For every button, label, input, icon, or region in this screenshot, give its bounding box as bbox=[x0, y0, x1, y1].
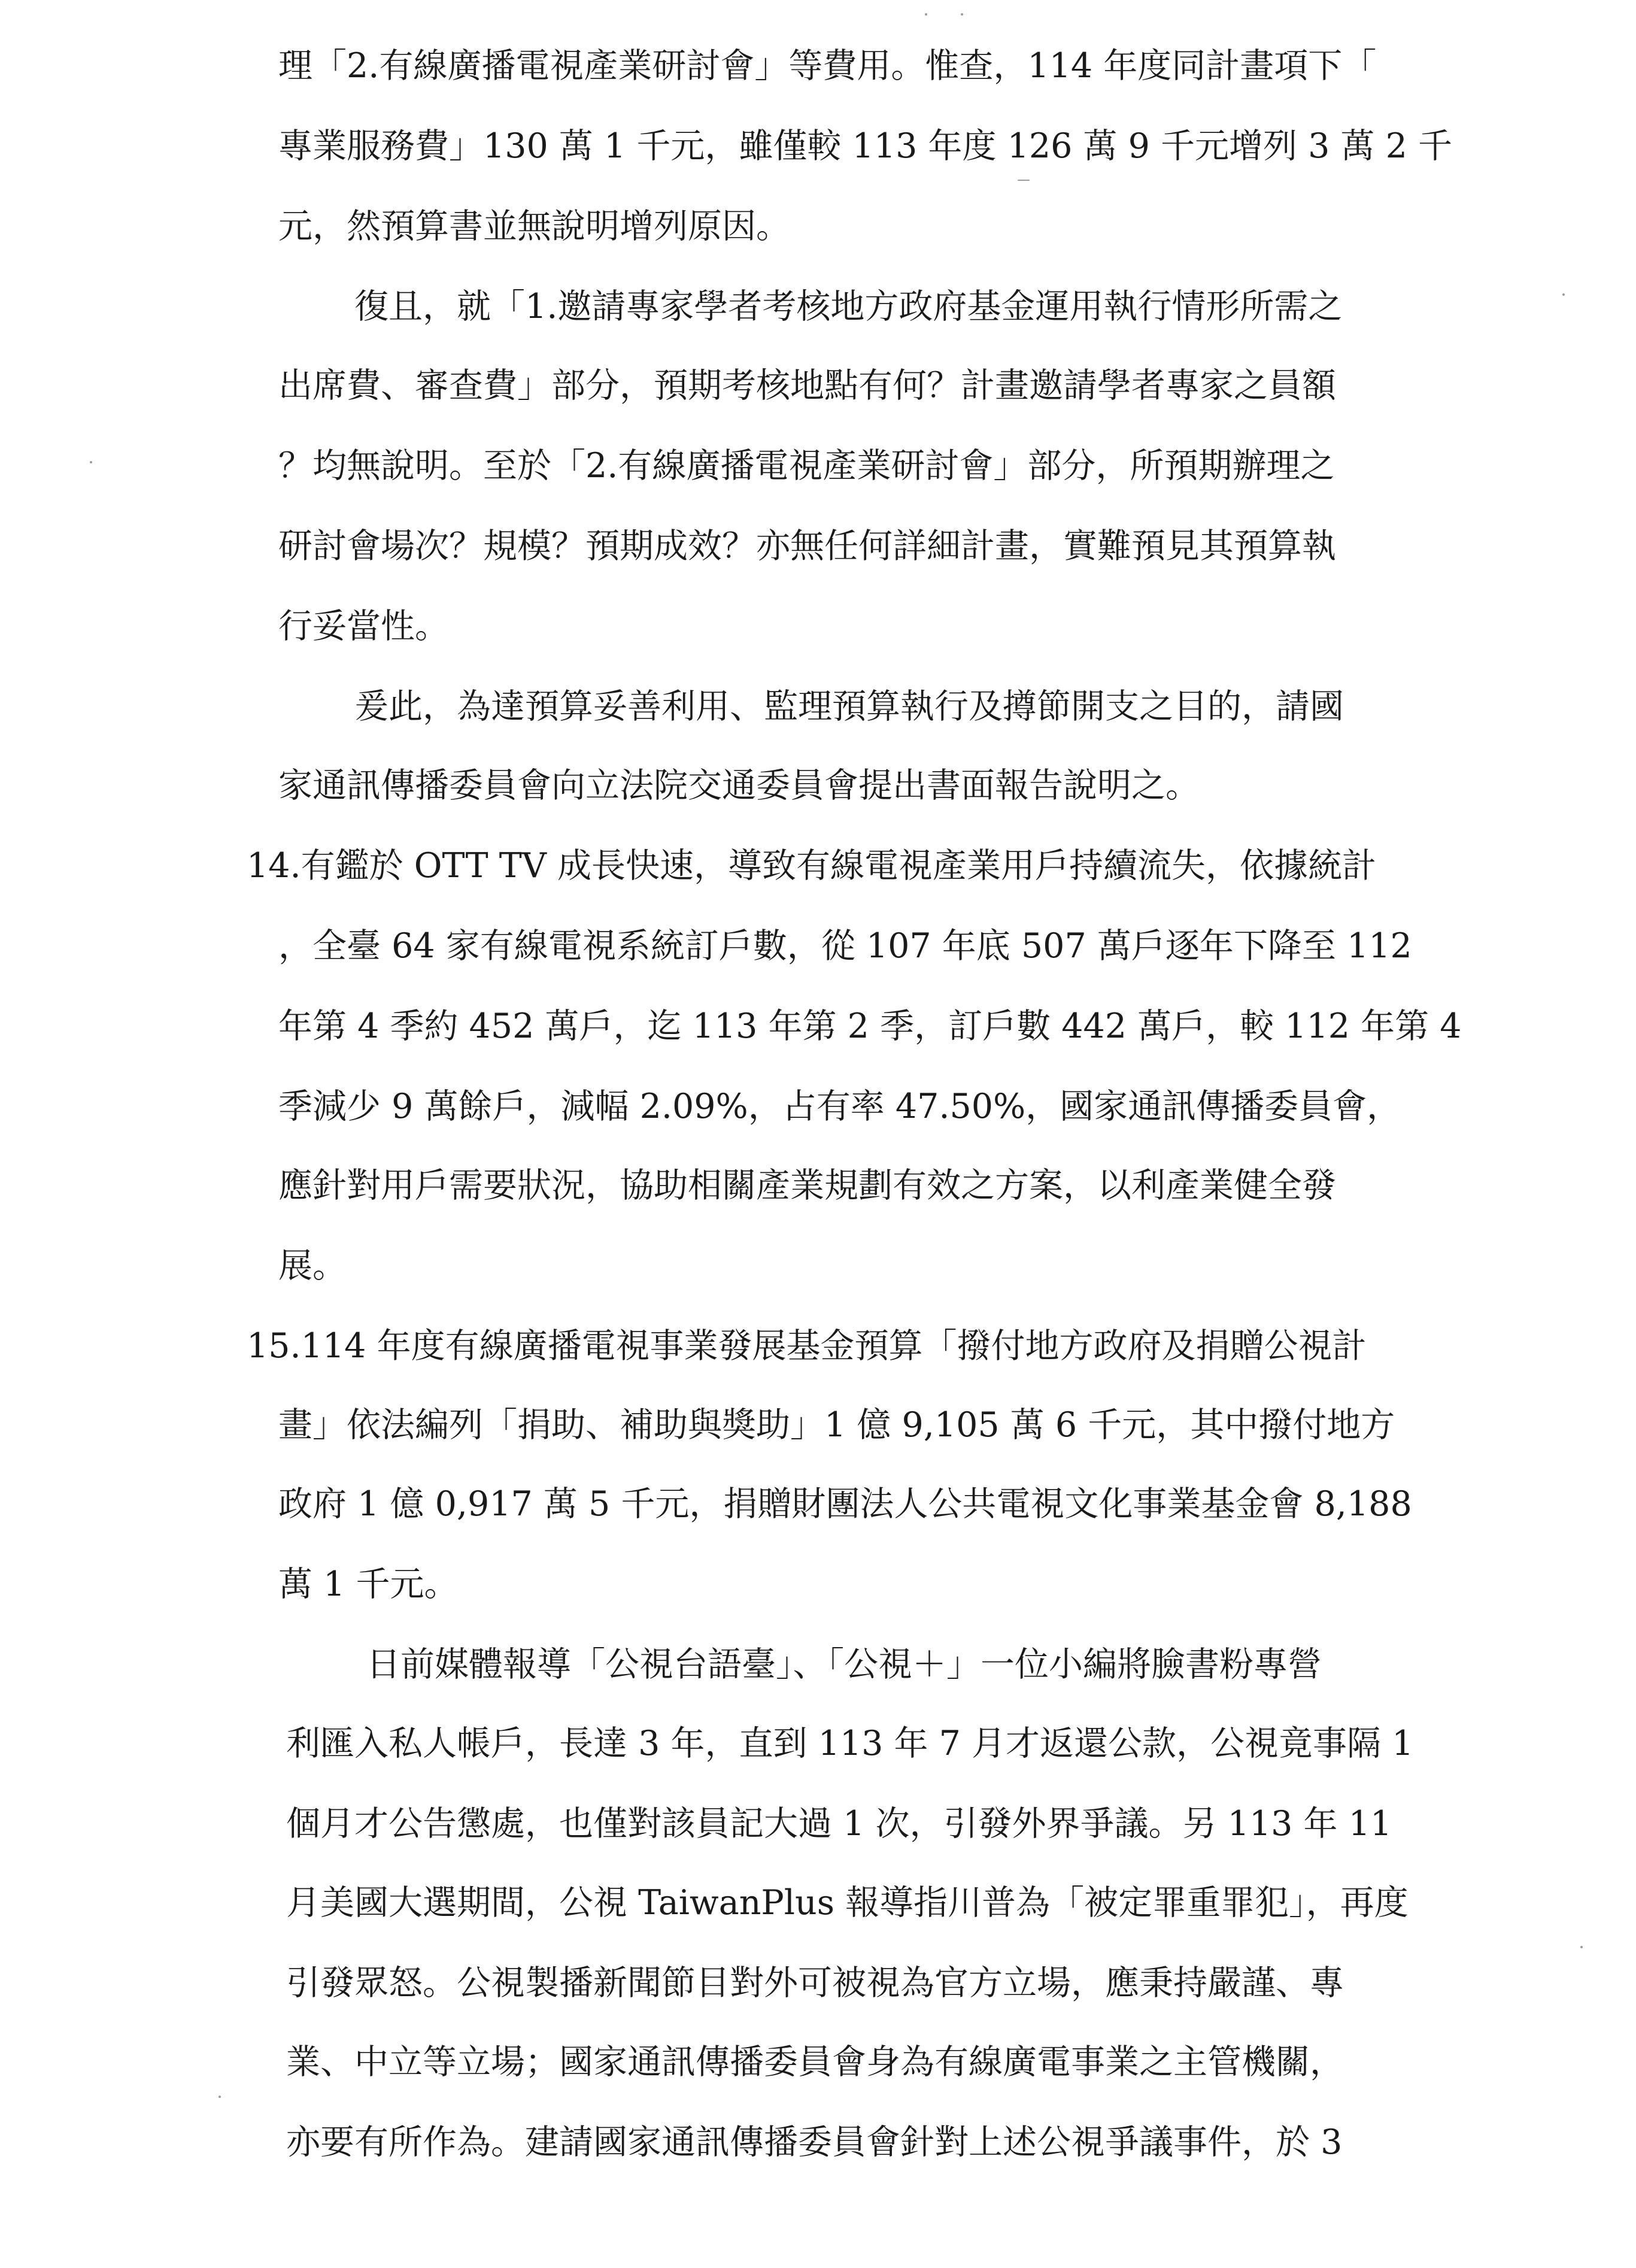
line-text: 年第 4 季約 452 萬戶，迄 113 年第 2 季，訂戶數 442 萬戶，較 112 年第 4 bbox=[278, 1006, 1462, 1046]
line-text: 個月才公告懲處，也僅對該員記大過 1 次，引發外界爭議。另 113 年 11 bbox=[286, 1804, 1392, 1843]
scan-speck bbox=[1562, 293, 1565, 296]
text-line bbox=[0, 1873, 1636, 1933]
line-text: 亦要有所作為。建請國家通訊傳播委員會針對上述公視爭議事件，於 3 bbox=[286, 2123, 1343, 2162]
text-line bbox=[0, 1554, 1636, 1614]
text-line bbox=[0, 1395, 1636, 1455]
text-line bbox=[0, 2032, 1636, 2092]
line-text: 季減少 9 萬餘戶，減幅 2.09%，占有率 47.50%，國家通訊傳播委員會， bbox=[278, 1087, 1401, 1126]
line-text: ？均無說明。至於「2.有線廣播電視產業研討會」部分，所預期辦理之 bbox=[278, 446, 1335, 486]
scan-speck bbox=[90, 461, 92, 463]
line-text: 理「2.有線廣播電視產業研討會」等費用。惟查，114 年度同計畫項下「 bbox=[278, 46, 1377, 86]
scan-speck bbox=[925, 13, 927, 16]
text-line bbox=[0, 1635, 1636, 1694]
line-text: 畫」依法編列「捐助、補助與獎助」1 億 9,105 萬 6 千元，其中撥付地方 bbox=[278, 1405, 1395, 1445]
text-line bbox=[0, 1236, 1636, 1296]
line-text: 引發眾怒。公視製播新聞節目對外可被視為官方立場，應秉持嚴謹、專 bbox=[286, 1963, 1344, 2003]
line-text: 行妥當性。 bbox=[278, 607, 449, 646]
line-text: 政府 1 億 0,917 萬 5 千元，捐贈財團法人公共電視文化事業基金會 8,188 bbox=[278, 1484, 1412, 1524]
text-line bbox=[0, 116, 1636, 176]
line-text: 月美國大選期間，公視 TaiwanPlus 報導指川普為「被定罪重罪犯」，再度 bbox=[286, 1883, 1409, 1923]
line-text: 爰此，為達預算妥善利用、監理預算執行及撙節開支之目的，請國 bbox=[354, 687, 1344, 726]
text-line bbox=[0, 1156, 1636, 1215]
text-line bbox=[0, 2112, 1636, 2172]
line-text: ，全臺 64 家有線電視系統訂戶數，從 107 年底 507 萬戶逐年下降至 112 bbox=[278, 926, 1412, 966]
text-line bbox=[0, 756, 1636, 815]
scan-speck bbox=[1580, 1946, 1583, 1948]
text-line bbox=[0, 677, 1636, 736]
text-line bbox=[0, 516, 1636, 576]
line-text: 專業服務費」130 萬 1 千元，雖僅較 113 年度 126 萬 9 千元增列 3 萬 2 千 bbox=[278, 126, 1452, 166]
line-text: 應針對用戶需要狀況，協助相關產業規劃有效之方案，以利產業健全發 bbox=[278, 1166, 1336, 1205]
text-line bbox=[0, 277, 1636, 336]
line-text: 14.有鑑於 OTT TV 成長快速，導致有線電視產業用戶持續流失，依據統計 bbox=[247, 846, 1377, 886]
text-line bbox=[0, 356, 1636, 416]
text-line bbox=[0, 916, 1636, 976]
scan-speck bbox=[1018, 180, 1030, 181]
line-text: 研討會場次？規模？預期成效？亦無任何詳細計畫，實難預見其預算執 bbox=[278, 526, 1336, 566]
line-text: 業、中立等立場；國家通訊傳播委員會身為有線廣電事業之主管機關， bbox=[286, 2042, 1344, 2082]
text-line bbox=[0, 1714, 1636, 1773]
text-line bbox=[0, 1953, 1636, 2013]
text-line bbox=[0, 436, 1636, 496]
line-text: 復且，就「1.邀請專家學者考核地方政府基金運用執行情形所需之 bbox=[354, 287, 1343, 326]
text-line bbox=[0, 1474, 1636, 1534]
line-text: 元，然預算書並無說明增列原因。 bbox=[278, 207, 790, 246]
line-text: 展。 bbox=[278, 1246, 347, 1285]
text-line bbox=[0, 596, 1636, 656]
line-text: 15.114 年度有線廣播電視事業發展基金預算「撥付地方政府及捐贈公視計 bbox=[247, 1326, 1367, 1366]
text-line bbox=[0, 196, 1636, 256]
text-line bbox=[0, 836, 1636, 896]
scan-speck bbox=[218, 2096, 221, 2098]
text-line bbox=[0, 1316, 1636, 1376]
text-line bbox=[0, 36, 1636, 96]
line-text: 萬 1 千元。 bbox=[278, 1564, 459, 1604]
scan-speck bbox=[961, 13, 963, 16]
text-line bbox=[0, 1077, 1636, 1136]
text-line bbox=[0, 996, 1636, 1056]
line-text: 家通訊傳播委員會向立法院交通委員會提出書面報告說明之。 bbox=[278, 766, 1200, 805]
text-line bbox=[0, 1794, 1636, 1854]
line-text: 利匯入私人帳戶，長達 3 年，直到 113 年 7 月才返還公款，公視竟事隔 1 bbox=[286, 1724, 1414, 1763]
line-text: 出席費、審查費」部分，預期考核地點有何？計畫邀請學者專家之員額 bbox=[278, 366, 1336, 405]
line-text: 日前媒體報導「公視台語臺」、「公視＋」一位小編將臉書粉專營 bbox=[366, 1645, 1322, 1684]
